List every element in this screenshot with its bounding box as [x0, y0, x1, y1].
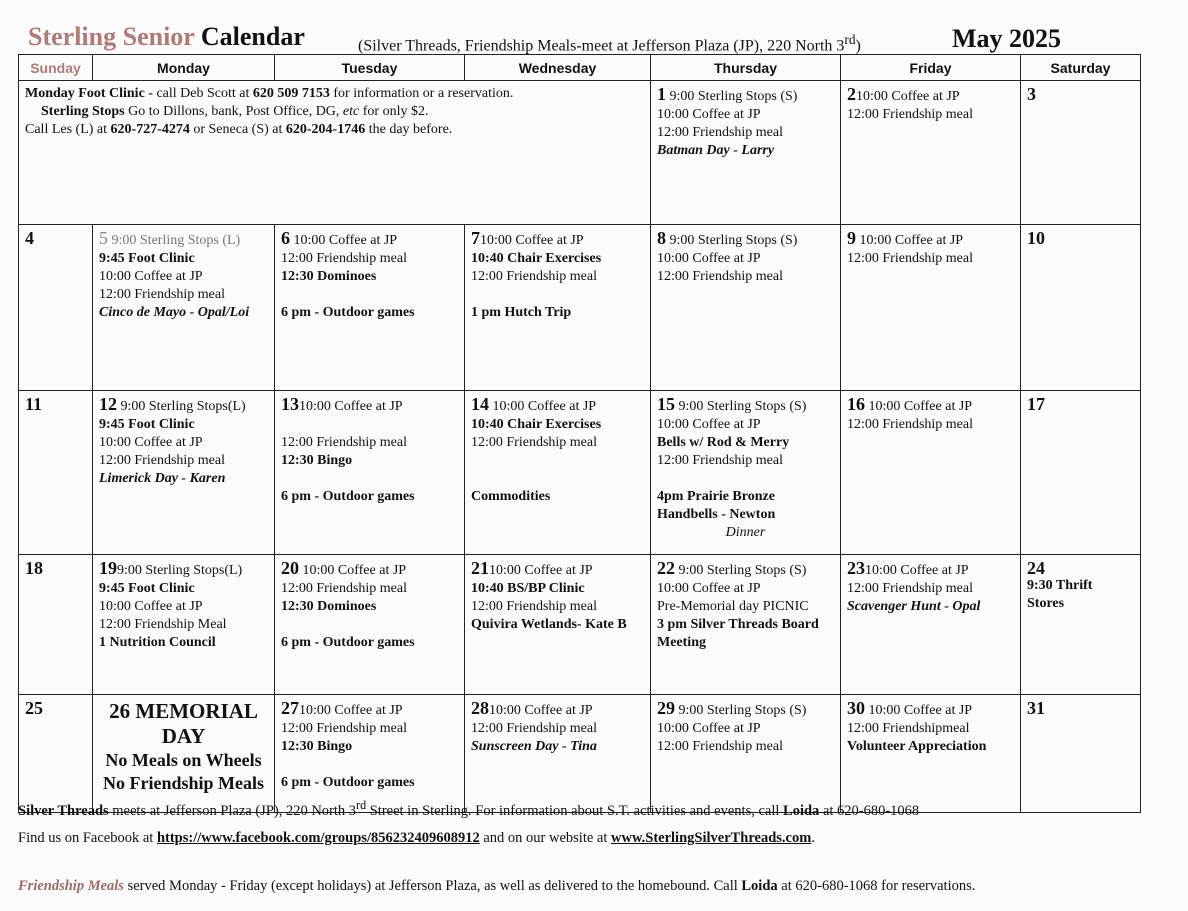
event: 9:00 Sterling Stops (S) [675, 703, 807, 718]
event: 10:00 Coffee at JP [657, 721, 761, 736]
day-number: 2 [847, 84, 856, 104]
event: 10:40 BS/BP Clinic [471, 581, 585, 596]
foot-clinic-phone: 620 509 7153 [252, 86, 330, 101]
intro-l3-e: the day before. [365, 122, 453, 137]
day-cell-16 [841, 391, 1021, 555]
event: 10:00 Coffee at JP [99, 269, 203, 284]
day-number: 5 [99, 228, 108, 248]
event: 6 pm - Outdoor games [281, 305, 415, 320]
intro-l3-c: or Seneca (S) at [189, 122, 286, 137]
event: 10:00 Coffee at JP [489, 399, 597, 414]
event: 10:00 Coffee at JP [657, 107, 761, 122]
footer-l1-end: at 620-680-1068 [819, 802, 920, 819]
day-number: 13 [281, 394, 299, 414]
week-row-4 [19, 555, 1141, 695]
day-number: 7 [471, 228, 480, 248]
day-cell-31 [1021, 695, 1141, 813]
day-cell-6 [275, 225, 465, 391]
event: Dinner [725, 525, 766, 540]
event: 12:30 Bingo [281, 739, 353, 754]
day-cell-5 [93, 225, 275, 391]
event: 9:00 Sterling Stops (S) [675, 563, 807, 578]
week-row-2 [19, 225, 1141, 391]
event: 6 pm - Outdoor games [281, 775, 415, 790]
footer-l1-sup: rd [356, 798, 367, 812]
month-label: May 2025 [952, 24, 1062, 53]
weekday-header-row [19, 55, 1141, 81]
day-number: 16 [847, 394, 865, 414]
seneca-phone: 620-204-1746 [285, 122, 366, 137]
day-cell-25 [19, 695, 93, 813]
event: 9:00 Sterling Stops (S) [666, 89, 798, 104]
footer-l3-text: served Monday - Friday (except holidays) at Jefferson Plaza, as well as delivered to the homebound. Call [123, 878, 742, 894]
day-cell-29 [651, 695, 841, 813]
day-number: 10 [1027, 228, 1045, 248]
day-cell-11 [19, 391, 93, 555]
day-number: 15 [657, 394, 675, 414]
day-cell-3 [1021, 81, 1141, 225]
day-number: 12 [99, 394, 117, 414]
day-cell-4 [19, 225, 93, 391]
event: 12:00 Friendship meal [99, 453, 225, 468]
calendar-header [28, 22, 1178, 56]
day-number: 11 [25, 394, 43, 414]
day-cell-26 [93, 695, 275, 813]
event: 9:00 Sterling Stops(L) [117, 563, 243, 578]
event: Handbells - Newton [657, 507, 776, 522]
event: 12:00 Friendship meal [471, 721, 597, 736]
event: 10:00 Coffee at JP [299, 399, 403, 414]
intro-l2-end: for only $2. [359, 104, 429, 119]
website-link[interactable]: www.SterlingSilverThreads.com [611, 830, 812, 846]
event: 12:00 Friendship meal [99, 287, 225, 302]
event: Bells w/ Rod & Merry [657, 435, 790, 450]
day-header-friday: Friday [841, 55, 1021, 81]
day-number: 9 [847, 228, 856, 248]
footer-links [18, 830, 815, 847]
intro-l1-text: call Deb Scott at [152, 86, 253, 101]
day-cell-23 [841, 555, 1021, 695]
week-row-1 [19, 81, 1141, 225]
event: 12:00 Friendship meal [471, 269, 597, 284]
footer-l2-text: Find us on Facebook at [18, 830, 157, 846]
day-number: 19 [99, 558, 117, 578]
event: 12:00 Friendship Meal [99, 617, 227, 632]
event: 12:30 Dominoes [281, 599, 377, 614]
event: 10:00 Coffee at JP [657, 417, 761, 432]
event: 10:00 Coffee at JP [865, 563, 969, 578]
day-cell-13 [275, 391, 465, 555]
intro-line-3 [25, 121, 644, 139]
day-number: 29 [657, 698, 675, 718]
intro-notes-cell [19, 81, 651, 225]
day-number: 24 [1027, 558, 1045, 578]
footer-contact-name: Loida [741, 878, 778, 894]
event: 12:00 Friendship meal [657, 269, 783, 284]
event: 9:45 Foot Clinic [99, 581, 195, 596]
day-cell-1 [651, 81, 841, 225]
event: 9:00 Sterling Stops(L) [117, 399, 246, 414]
day-cell-8 [651, 225, 841, 391]
calendar-grid [18, 54, 1141, 813]
day-number: 22 [657, 558, 675, 578]
day-number: 21 [471, 558, 489, 578]
event: 12:00 Friendshipmeal [847, 721, 970, 736]
event: 10:00 Coffee at JP [865, 399, 973, 414]
day-cell-15 [651, 391, 841, 555]
day-header-monday: Monday [93, 55, 275, 81]
event: 3 pm Silver Threads Board [657, 617, 819, 632]
foot-clinic-label: Monday Foot Clinic - [25, 86, 153, 101]
day-number: 4 [25, 228, 34, 248]
subtitle-end: ) [855, 37, 861, 55]
event: 12:30 Dominoes [281, 269, 377, 284]
day-number: 8 [657, 228, 666, 248]
day-number: 31 [1027, 698, 1045, 718]
footer-contact-name: Loida [783, 802, 820, 819]
subtitle-text: (Silver Threads, Friendship Meals-meet at Jefferson Plaza (JP), 220 North 3 [358, 37, 845, 55]
day-number: 20 [281, 558, 299, 578]
event: 10:00 Coffee at JP [489, 703, 593, 718]
week-row-3 [19, 391, 1141, 555]
sterling-stops-label: Sterling Stops [41, 104, 125, 119]
event: Pre-Memorial day PICNIC [657, 599, 809, 614]
event: 9:30 Thrift [1027, 578, 1093, 593]
event-special: Batman Day - Larry [657, 143, 775, 158]
event: 10:00 Coffee at JP [865, 703, 973, 718]
footer-meeting-info [18, 798, 919, 820]
day-number: 28 [471, 698, 489, 718]
footer-l2-mid: and on our website at [479, 830, 612, 846]
event: 1 Nutrition Council [99, 635, 216, 650]
event-special: Scavenger Hunt - Opal [847, 599, 981, 614]
event-special: Limerick Day - Karen [99, 471, 226, 486]
event: 12:00 Friendship meal [281, 251, 407, 266]
intro-line-2 [25, 103, 644, 121]
subtitle [358, 32, 861, 55]
holiday-note: No Friendship Meals [102, 773, 264, 793]
footer-l1-text: meets at Jefferson Plaza (JP), 220 North 3 [108, 802, 357, 819]
event: 10:40 Chair Exercises [471, 251, 602, 266]
event-special: Sunscreen Day - Tina [471, 739, 597, 754]
event: 12:00 Friendship meal [471, 599, 597, 614]
footer-org-name: Silver Threads [18, 802, 109, 819]
day-cell-2 [841, 81, 1021, 225]
event: Quivira Wetlands- Kate B [471, 617, 627, 632]
footer-l3-end: at 620-680-1068 for reservations. [777, 878, 976, 894]
event: 12:30 Bingo [281, 453, 353, 468]
event: 12:00 Friendship meal [281, 581, 407, 596]
day-header-saturday: Saturday [1021, 55, 1141, 81]
event: 12:00 Friendship meal [847, 417, 973, 432]
event: 9:00 Sterling Stops (S) [675, 399, 807, 414]
footer-meals-info [18, 878, 975, 895]
event: 12:00 Friendship meal [847, 107, 973, 122]
event: 9:45 Foot Clinic [99, 417, 195, 432]
day-cell-21 [465, 555, 651, 695]
intro-l2-text: Go to Dillons, bank, Post Office, DG, [124, 104, 343, 119]
day-header-thursday: Thursday [651, 55, 841, 81]
day-cell-17 [1021, 391, 1141, 555]
footer-l1-text2: Street in Sterling. For information about S.T. activities and events, call [366, 802, 784, 819]
event: Stores [1027, 596, 1065, 611]
day-number: 30 [847, 698, 865, 718]
day-number: 17 [1027, 394, 1045, 414]
day-cell-24 [1021, 555, 1141, 695]
day-cell-27 [275, 695, 465, 813]
event: 9:00 Sterling Stops (L) [108, 233, 241, 248]
facebook-link[interactable]: https://www.facebook.com/groups/856232409608912 [156, 830, 480, 846]
event: 6 pm - Outdoor games [281, 635, 415, 650]
day-number: 23 [847, 558, 865, 578]
event: 12:00 Friendship meal [657, 739, 783, 754]
footer-meals-label: Friendship Meals [18, 878, 124, 894]
day-number: 25 [25, 698, 43, 718]
holiday-note: No Meals on Wheels [105, 750, 262, 770]
event: 4pm Prairie Bronze [657, 489, 775, 504]
memorial-day-label: 26 MEMORIAL [109, 699, 258, 723]
day-cell-28 [465, 695, 651, 813]
event: 12:00 Friendship meal [847, 251, 973, 266]
event: 12:00 Friendship meal [281, 435, 407, 450]
footer-l2-end: . [811, 830, 815, 846]
day-cell-19 [93, 555, 275, 695]
memorial-day-label: DAY [161, 724, 206, 748]
intro-l2-etc: etc [342, 104, 360, 119]
day-header-wednesday: Wednesday [465, 55, 651, 81]
day-number: 18 [25, 558, 43, 578]
day-header-sunday: Sunday [19, 55, 93, 81]
event: 10:00 Coffee at JP [856, 233, 964, 248]
day-cell-7 [465, 225, 651, 391]
event: 12:00 Friendship meal [657, 125, 783, 140]
event: Meeting [657, 635, 706, 650]
day-cell-12 [93, 391, 275, 555]
day-header-tuesday: Tuesday [275, 55, 465, 81]
intro-l3-a: Call Les (L) at [25, 122, 111, 137]
week-row-5 [19, 695, 1141, 813]
day-cell-18 [19, 555, 93, 695]
event: 12:00 Friendship meal [657, 453, 783, 468]
title-faded: Sterling Senior [28, 22, 195, 51]
day-cell-9 [841, 225, 1021, 391]
event: 10:00 Coffee at JP [657, 251, 761, 266]
event: 10:40 Chair Exercises [471, 417, 602, 432]
day-cell-20 [275, 555, 465, 695]
day-number: 14 [471, 394, 489, 414]
day-number: 1 [657, 84, 666, 104]
event: 12:00 Friendship meal [281, 721, 407, 736]
event: 10:00 Coffee at JP [856, 89, 960, 104]
event: 12:00 Friendship meal [471, 435, 597, 450]
event: 6 pm - Outdoor games [281, 489, 415, 504]
event: 9:00 Sterling Stops (S) [666, 233, 798, 248]
day-cell-10 [1021, 225, 1141, 391]
event: Volunteer Appreciation [847, 739, 987, 754]
day-number: 27 [281, 698, 299, 718]
event: 10:00 Coffee at JP [99, 599, 203, 614]
day-cell-14 [465, 391, 651, 555]
event: Commodities [471, 489, 551, 504]
event-special: Cinco de Mayo - Opal/Loi [99, 305, 250, 320]
page-title [28, 22, 305, 52]
title-rest: Calendar [200, 22, 305, 51]
event: 10:00 Coffee at JP [489, 563, 593, 578]
intro-l1-end: for information or a reservation. [329, 86, 514, 101]
intro-line-1 [25, 85, 644, 103]
event: 10:00 Coffee at JP [657, 581, 761, 596]
event: 9:45 Foot Clinic [99, 251, 195, 266]
event: 10:00 Coffee at JP [99, 435, 203, 450]
subtitle-sup: rd [844, 32, 856, 47]
event: 10:00 Coffee at JP [299, 563, 407, 578]
day-number: 6 [281, 228, 290, 248]
day-cell-22 [651, 555, 841, 695]
event: 10:00 Coffee at JP [480, 233, 584, 248]
event: 1 pm Hutch Trip [471, 305, 572, 320]
day-cell-30 [841, 695, 1021, 813]
les-phone: 620-727-4274 [110, 122, 190, 137]
event: 12:00 Friendship meal [847, 581, 973, 596]
event: 10:00 Coffee at JP [299, 703, 403, 718]
event: 10:00 Coffee at JP [290, 233, 398, 248]
day-number: 3 [1027, 84, 1036, 104]
